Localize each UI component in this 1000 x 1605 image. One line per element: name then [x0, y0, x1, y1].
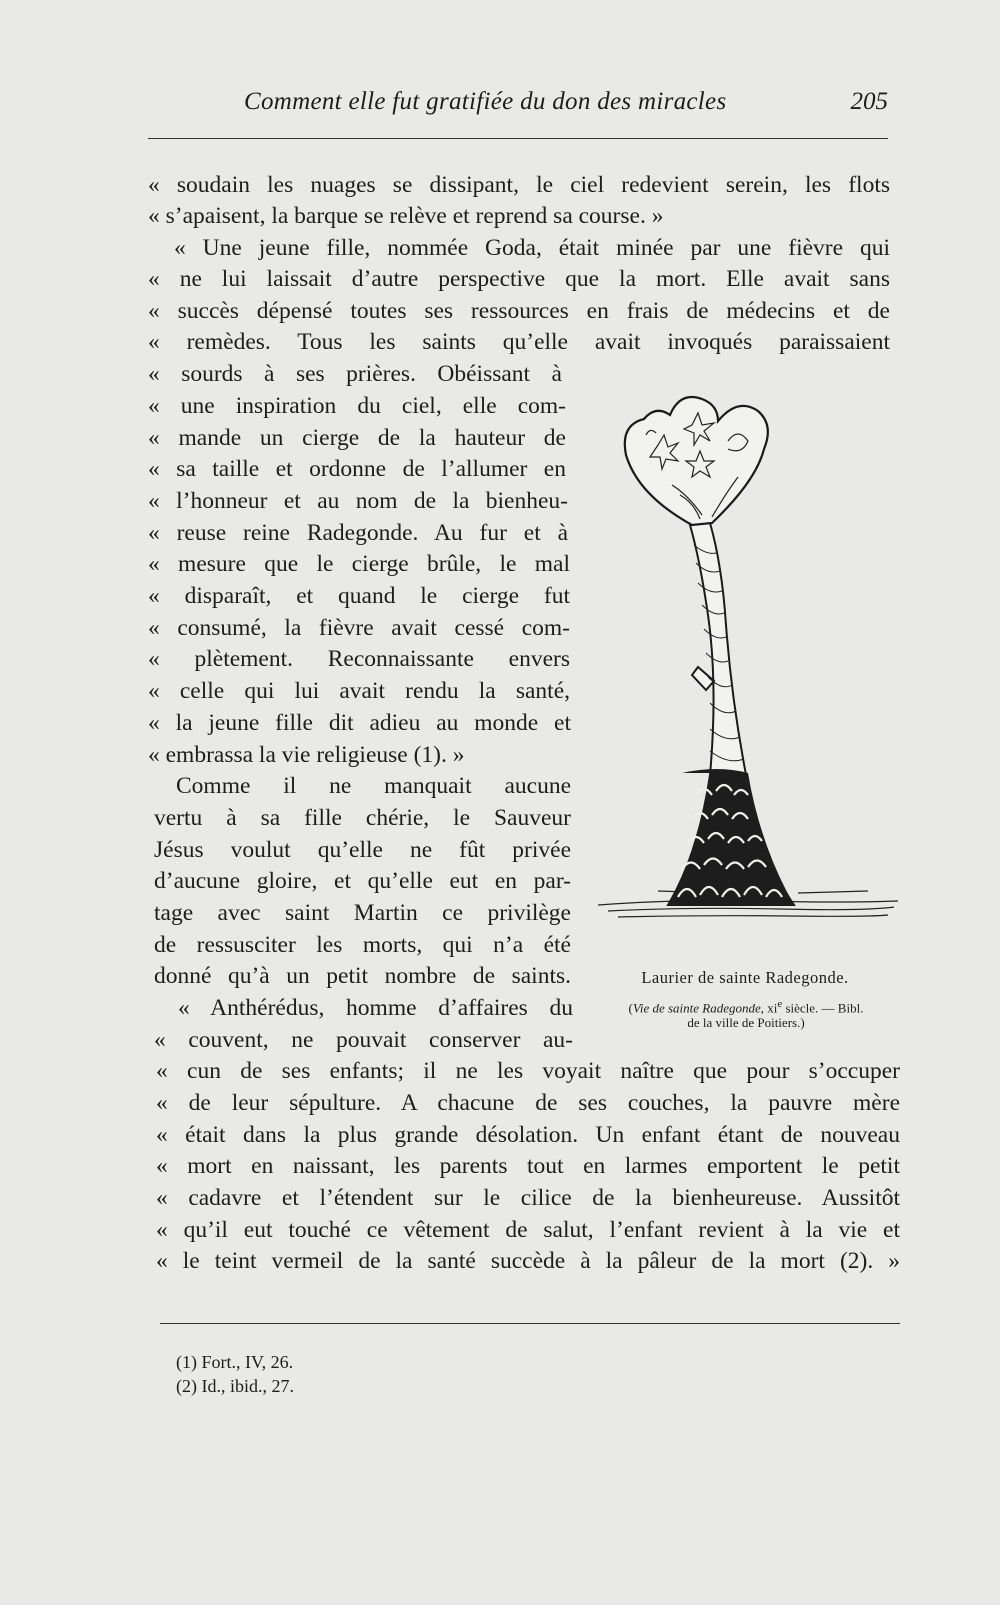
- body-line: « embrassa la vie religieuse (1). »: [148, 742, 465, 768]
- body-line: « de leur sépulture. A chacune de ses couches, la pauvre mère: [156, 1090, 900, 1116]
- footnote-rule: [160, 1323, 900, 1324]
- source-library: siècle. — Bibl.: [782, 1000, 864, 1016]
- body-line: « sa taille et ordonne de l’allumer en: [148, 456, 566, 482]
- body-line: « cun de ses enfants; il ne les voyait naître que pour s’occuper: [156, 1058, 900, 1084]
- body-line: « consumé, la fièvre avait cessé com-: [148, 615, 570, 641]
- body-line: Comme il ne manquait aucune: [176, 773, 571, 799]
- footnote: (1) Fort., IV, 26.: [176, 1352, 294, 1372]
- figure-source: [588, 997, 904, 1030]
- body-line: « le teint vermeil de la santé succède à la pâleur de la mort (2). »: [156, 1248, 900, 1274]
- body-line: « reuse reine Radegonde. Au fur et à: [148, 520, 568, 546]
- body-line: « était dans la plus grande désolation. Un enfant étant de nouveau: [156, 1122, 900, 1148]
- body-line: « l’honneur et au nom de la bienheu-: [148, 488, 568, 514]
- body-line: « qu’il eut touché ce vêtement de salut, l’enfant revient à la vie et: [156, 1217, 900, 1243]
- body-line: donné qu’à un petit nombre de saints.: [154, 963, 571, 989]
- body-line: d’aucune gloire, et qu’elle eut en par-: [154, 868, 571, 894]
- body-line: « la jeune fille dit adieu au monde et: [148, 710, 571, 736]
- body-line: « mande un cierge de la hauteur de: [148, 425, 566, 451]
- body-line: « plètement. Reconnaissante envers: [148, 646, 570, 672]
- body-line: Jésus voulut qu’elle ne fût privée: [154, 837, 571, 863]
- body-line: de ressusciter les morts, qui n’a été: [154, 932, 571, 958]
- body-line: « succès dépensé toutes ses ressources en frais de médecins et de: [148, 298, 890, 324]
- body-line: « mesure que le cierge brûle, le mal: [148, 551, 570, 577]
- source-title: Vie de sainte Radegonde,: [632, 1000, 765, 1016]
- body-line: « celle qui lui avait rendu la santé,: [148, 678, 570, 704]
- figure-caption: Laurier de sainte Radegonde.: [641, 968, 849, 987]
- body-line: « disparaît, et quand le cierge fut: [148, 583, 570, 609]
- page-number: 205: [850, 88, 888, 115]
- body-line: « sourds à ses prières. Obéissant à: [148, 361, 562, 387]
- body-line: « cadavre et l’étendent sur le cilice de la bienheureuse. Aussitôt: [156, 1185, 900, 1211]
- footnote: (2) Id., ibid., 27.: [176, 1376, 294, 1396]
- body-line: « remèdes. Tous les saints qu’elle avait invoqués paraissaient: [148, 329, 890, 355]
- header-rule: [148, 138, 888, 139]
- running-head: [148, 88, 888, 128]
- body-line: vertu à sa fille chérie, le Sauveur: [154, 805, 571, 831]
- source-century-sup: e: [777, 998, 783, 1010]
- body-line: « une inspiration du ciel, elle com-: [148, 393, 566, 419]
- body-line: « Une jeune fille, nommée Goda, était minée par une fièvre qui: [174, 235, 890, 261]
- body-line: « mort en naissant, les parents tout en larmes emportent le petit: [156, 1153, 900, 1179]
- body-line: « ne lui laissait d’autre perspective que la mort. Elle avait sans: [148, 266, 890, 292]
- source-century: xi: [767, 1000, 778, 1016]
- laurel-illustration: [598, 385, 898, 945]
- source-location: de la ville de Poitiers.): [687, 1015, 805, 1031]
- source-open-paren: (: [628, 1000, 633, 1016]
- body-line: « Anthérédus, homme d’affaires du: [178, 995, 573, 1021]
- body-line: tage avec saint Martin ce privilège: [154, 900, 571, 926]
- running-title: Comment elle fut gratifiée du don des miracles: [244, 88, 727, 115]
- body-line: « couvent, ne pouvait conserver au-: [154, 1027, 573, 1053]
- body-line: « soudain les nuages se dissipant, le ciel redevient serein, les flots: [148, 172, 890, 198]
- body-line: « s’apaisent, la barque se relève et reprend sa course. »: [148, 203, 664, 229]
